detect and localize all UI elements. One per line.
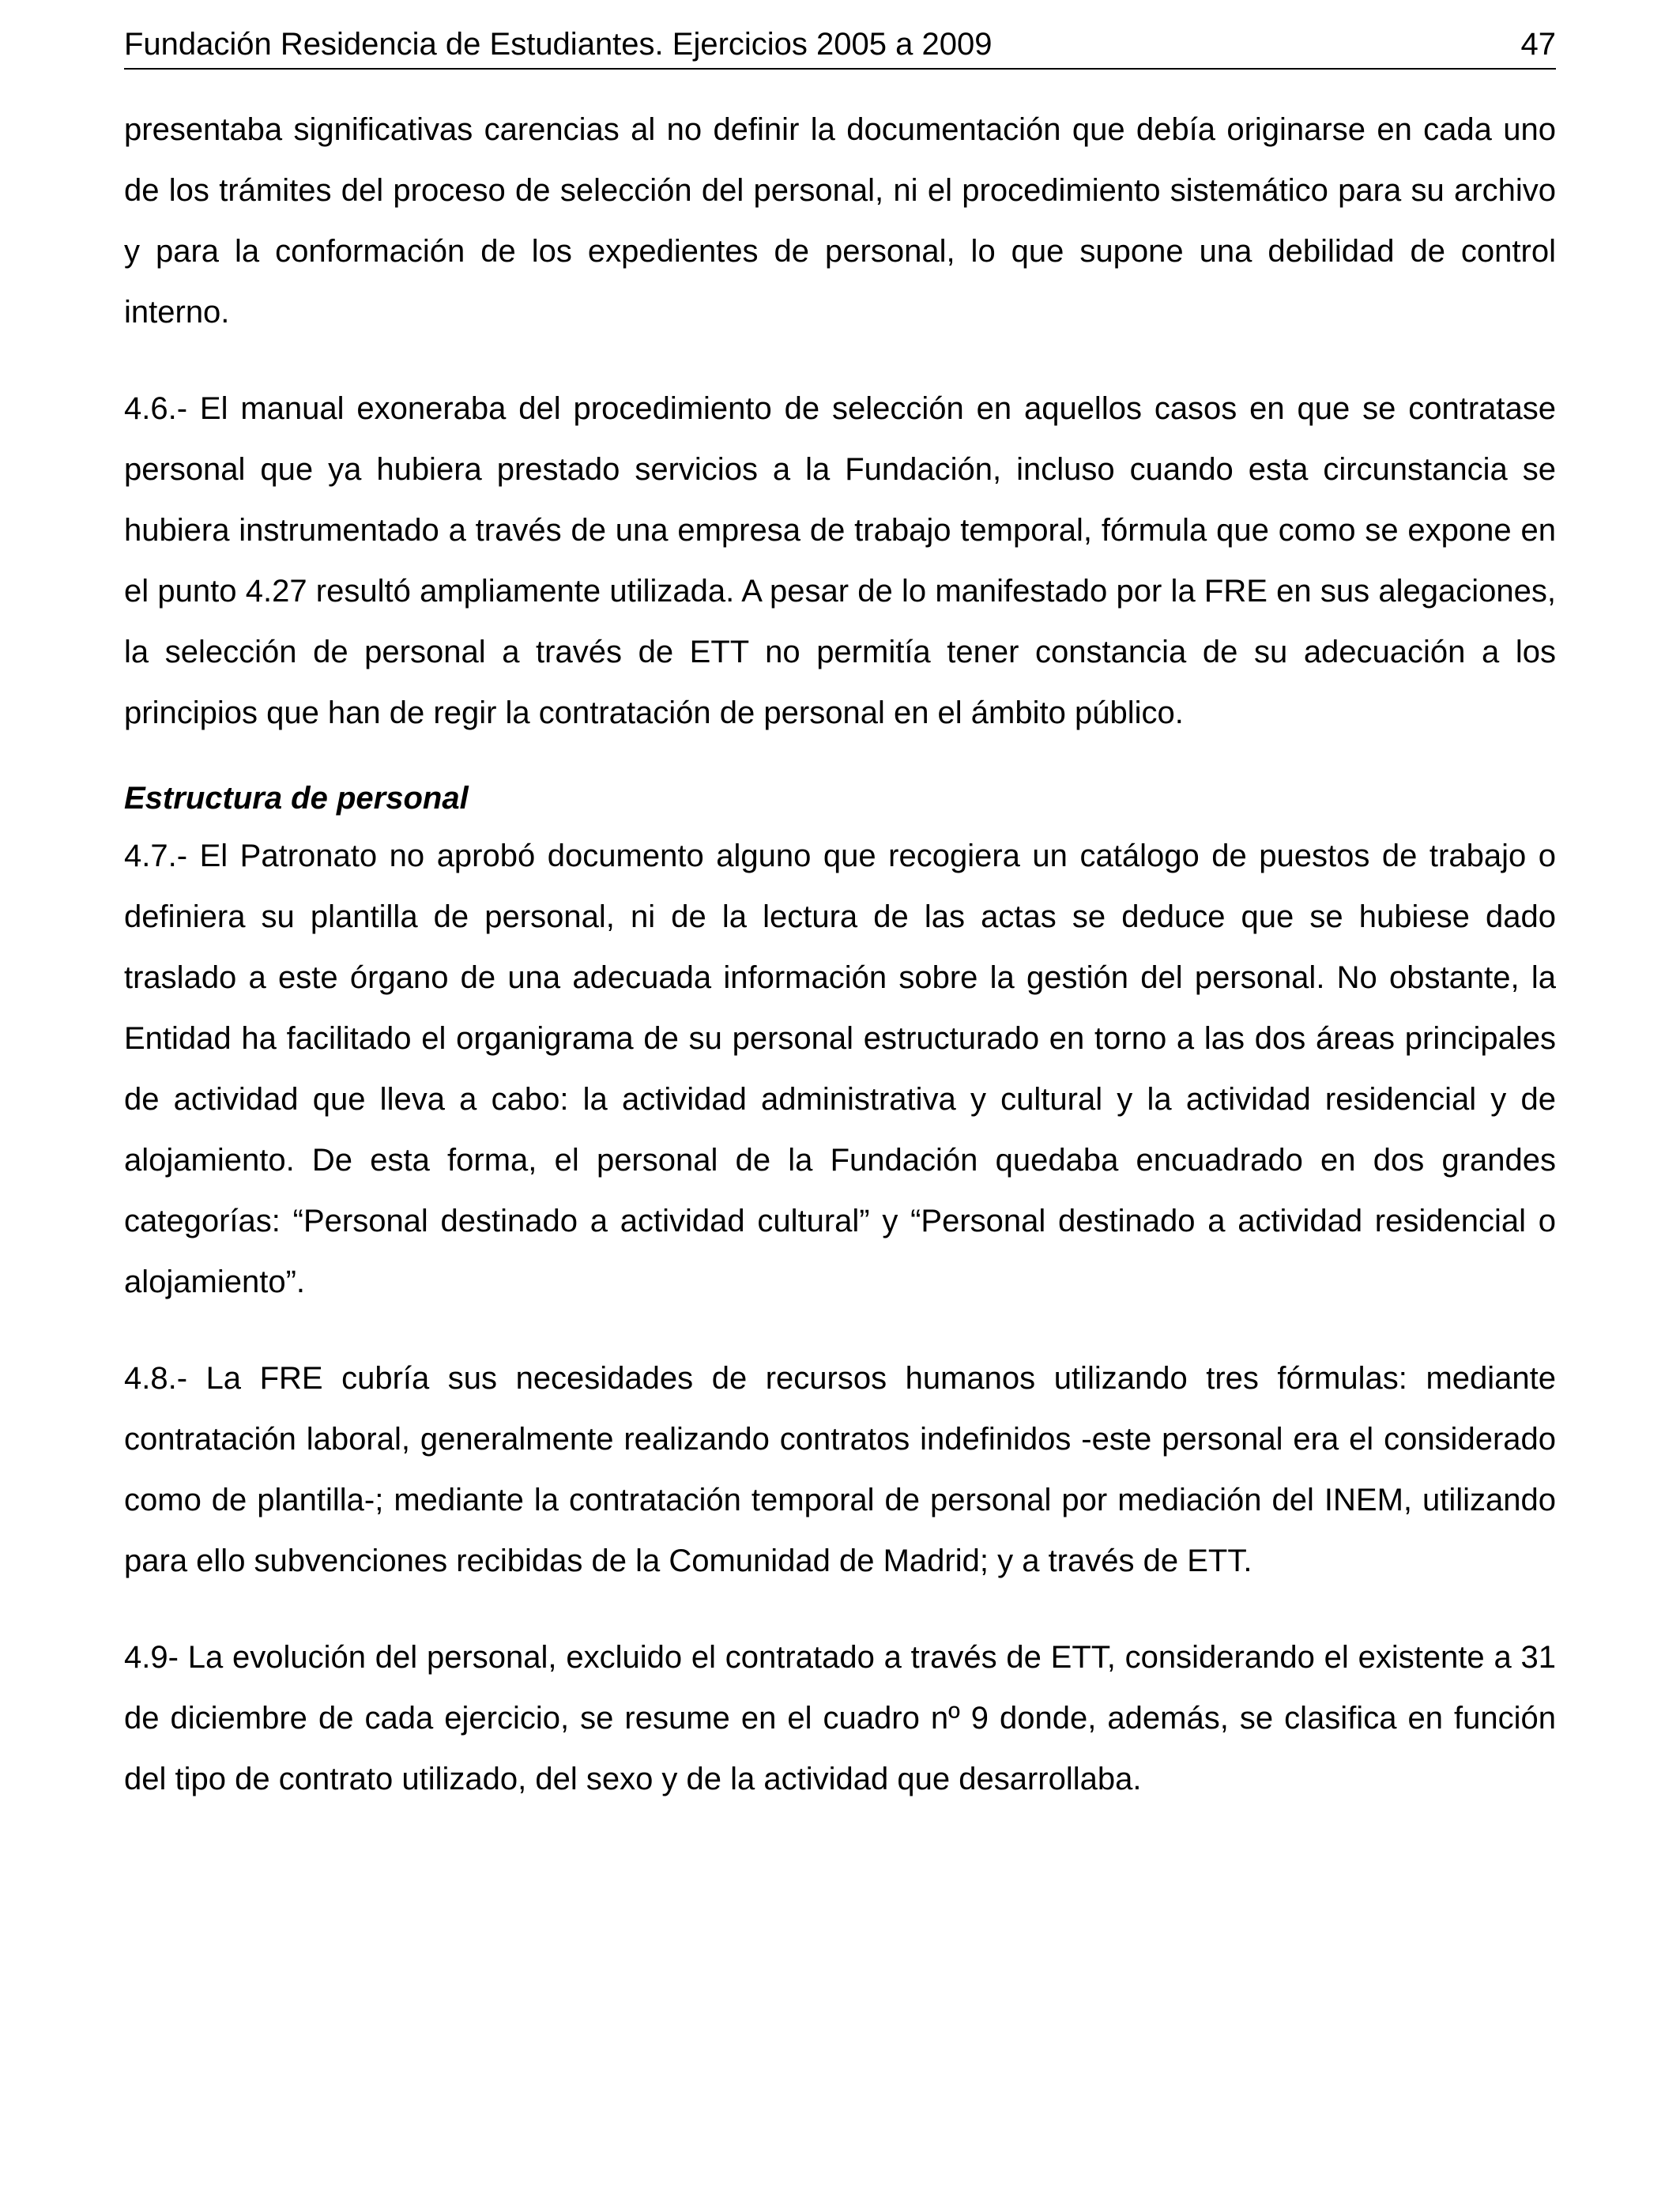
page-header — [124, 22, 1556, 70]
paragraph-4-8: 4.8.- La FRE cubría sus necesidades de recursos humanos utilizando tres fórmulas: mediante contratación laboral, generalmente realizando contratos indefinidos -este personal era el considerado como de plantilla-; mediante la contratación temporal de personal por mediación del INEM, utilizando para ello subvenciones recibidas de la Comunidad de Madrid; y a través de ETT. — [124, 1361, 1556, 1578]
paragraph-4-6: 4.6.- El manual exoneraba del procedimiento de selección en aquellos casos en que se contratase personal que ya hubiera prestado servicios a la Fundación, incluso cuando esta circunstancia se hubiera instrumentado a través de una empresa de trabajo temporal, fórmula que como se expone en el punto 4.27 resultó ampliamente utilizada. A pesar de lo manifestado por la FRE en sus alegaciones, la selección de personal a través de ETT no permitía tener constancia de su adecuación a los principios que han de regir la contratación de personal en el ámbito público. — [124, 391, 1556, 730]
paragraph-4-9: 4.9- La evolución del personal, excluido el contratado a través de ETT, considerando el existente a 31 de diciembre de cada ejercicio, se resume en el cuadro nº 9 donde, además, se clasifica en función del tipo de contrato utilizado, del sexo y de la actividad que desarrollaba. — [124, 1640, 1556, 1796]
page-body — [124, 100, 1556, 1810]
paragraph-continuation: presentaba significativas carencias al no definir la documentación que debía originarse en cada uno de los trámites del proceso de selección del personal, ni el procedimiento sistemático para su archivo y para la conformación de los expedientes de personal, lo que supone una debilidad de control interno. — [124, 112, 1556, 330]
header-title: Fundación Residencia de Estudiantes. Ejercicios 2005 a 2009 — [124, 27, 993, 62]
paragraph-4-7: 4.7.- El Patronato no aprobó documento alguno que recogiera un catálogo de puestos de trabajo o definiera su plantilla de personal, ni de la lectura de las actas se deduce que se hubiese dado traslado a este órgano de una adecuada información sobre la gestión del personal. No obstante, la Entidad ha facilitado el organigrama de su personal estructurado en torno a las dos áreas principales de actividad que lleva a cabo: la actividad administrativa y cultural y la actividad residencial y de alojamiento. De esta forma, el personal de la Fundación quedaba encuadrado en dos grandes categorías: “Personal destinado a actividad cultural” y “Personal destinado a actividad residencial o alojamiento”. — [124, 839, 1556, 1299]
section-heading: Estructura de personal — [124, 781, 469, 816]
page-number: 47 — [1520, 27, 1556, 62]
